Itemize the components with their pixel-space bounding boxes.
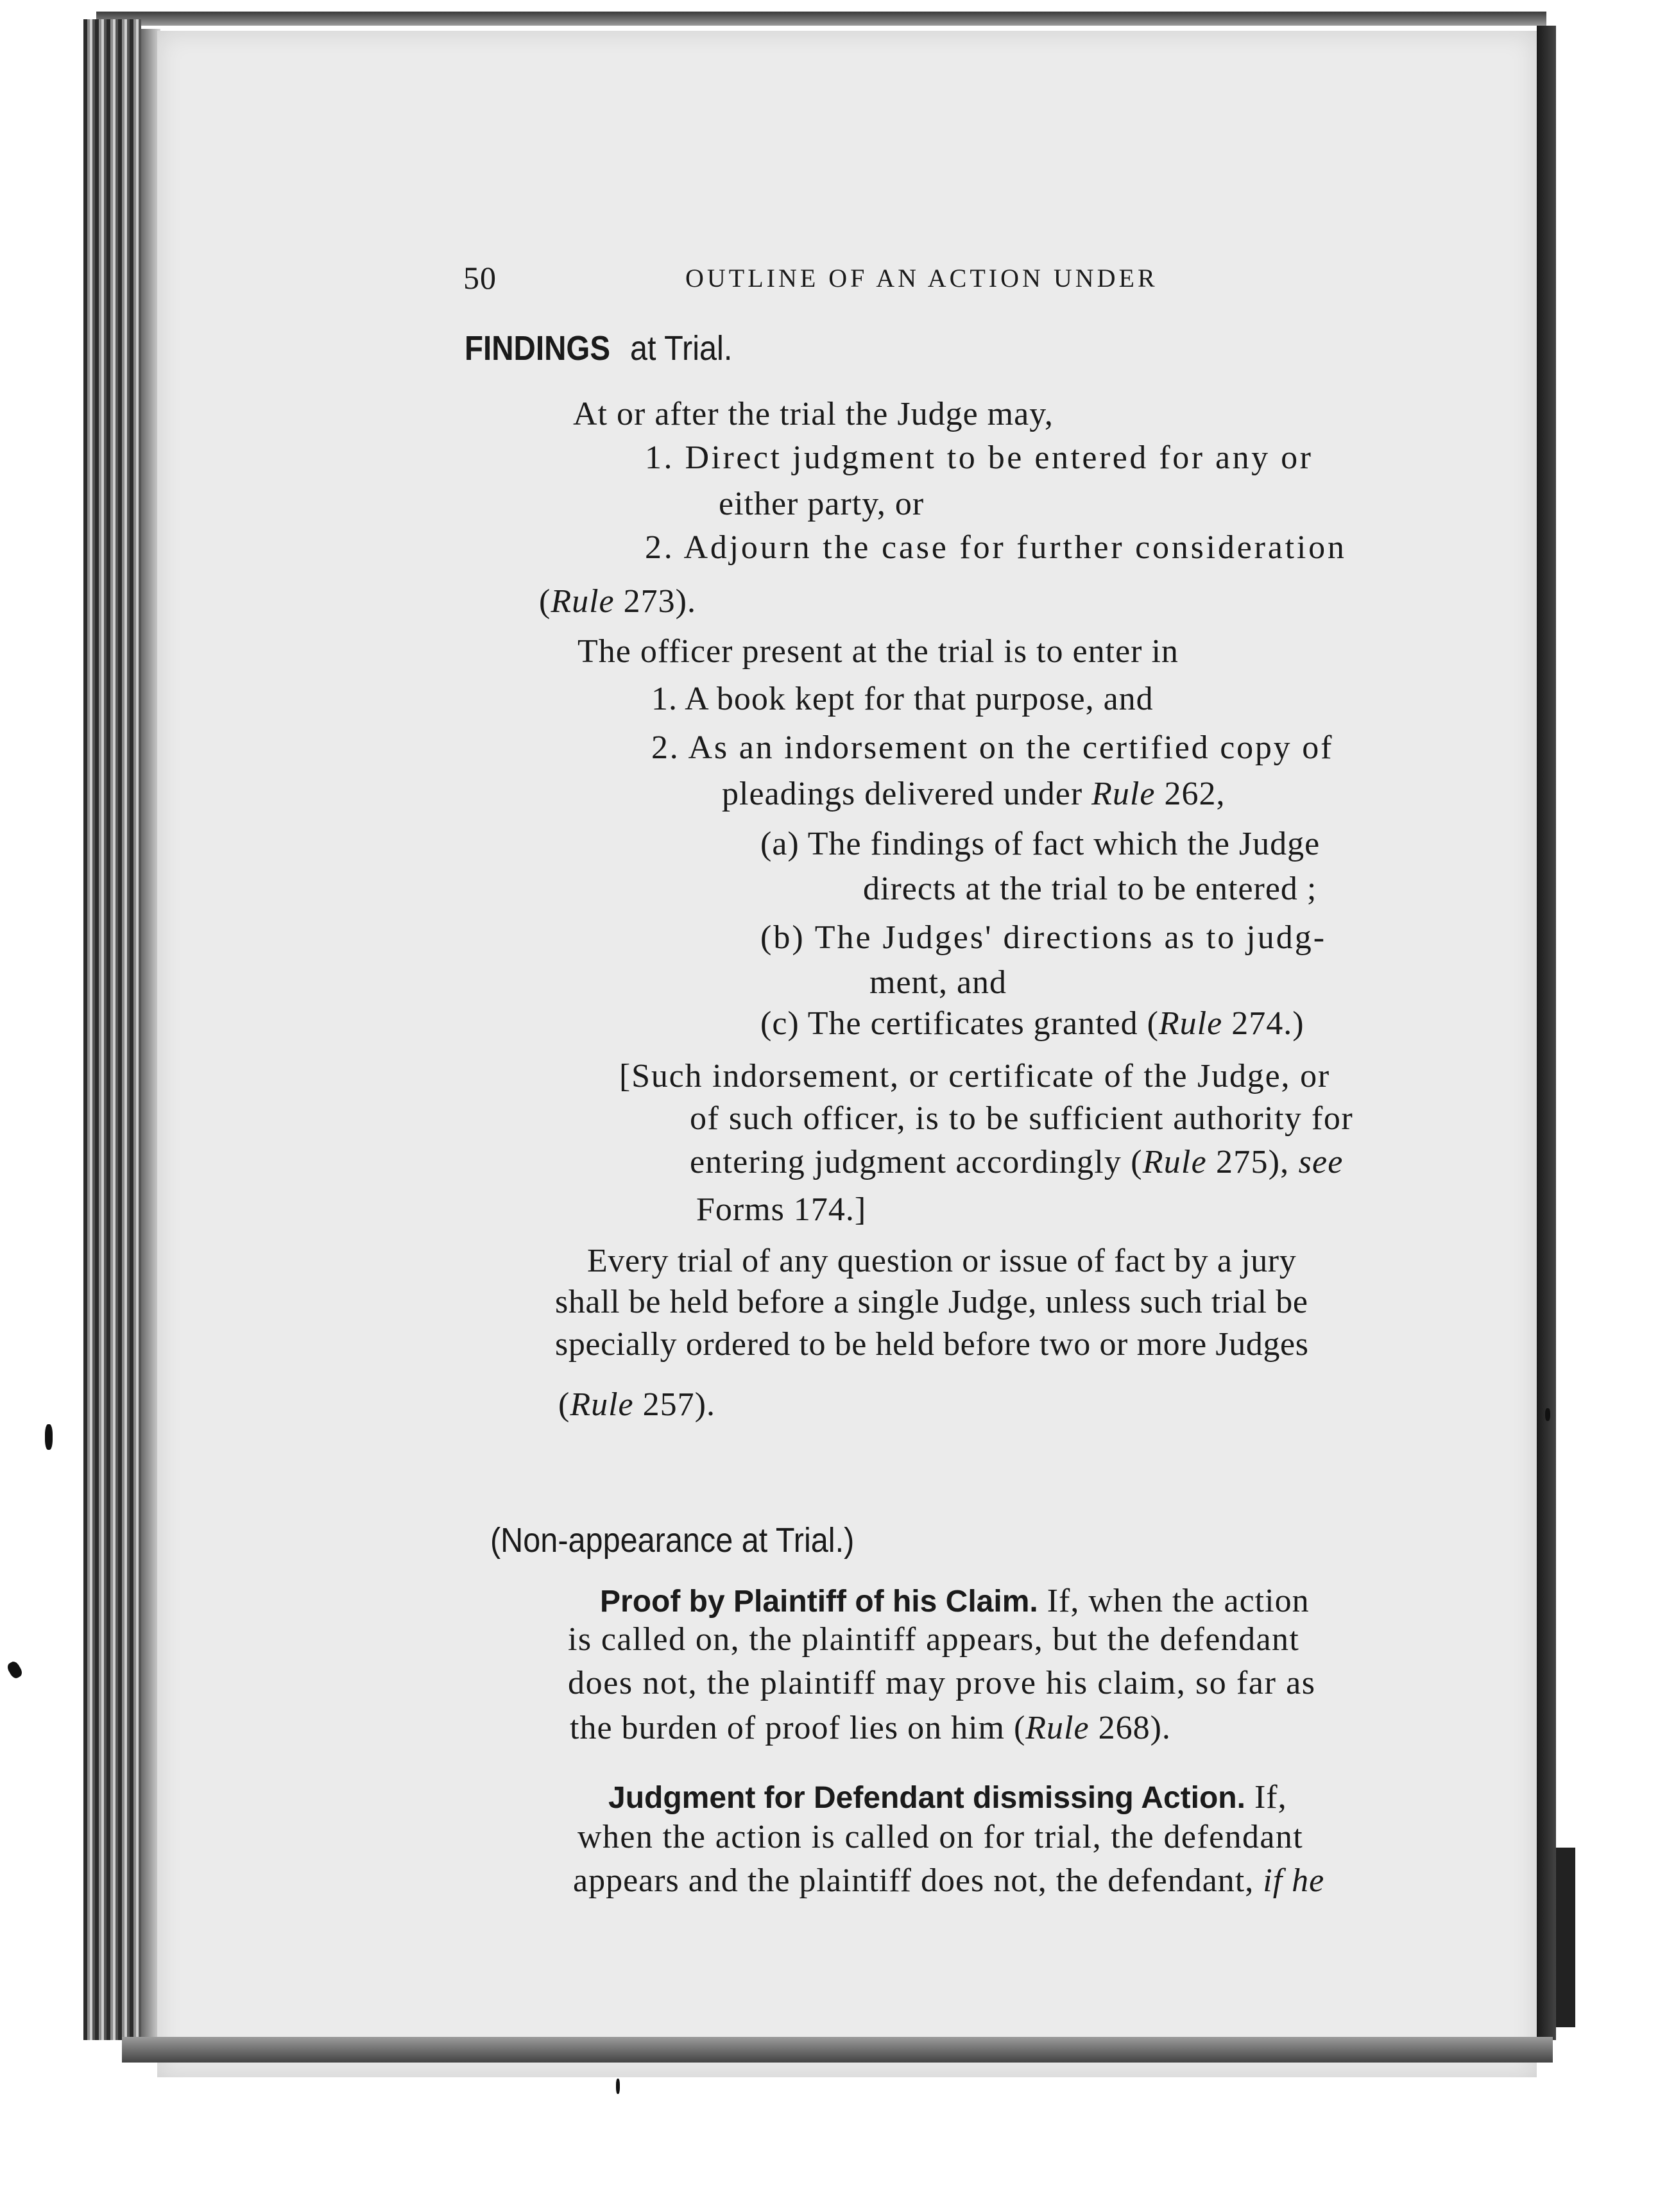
paragraph-line: is called on, the plaintiff appears, but the defendant bbox=[568, 1621, 1300, 1658]
rule-number: 262, bbox=[1155, 776, 1226, 812]
paragraph-line: specially ordered to be held before two or more Judges bbox=[555, 1326, 1309, 1363]
book-bottom-edge bbox=[122, 2037, 1553, 2063]
paragraph-line bbox=[573, 1864, 1324, 1898]
paragraph-line: when the action is called on for trial, the defendant bbox=[577, 1819, 1304, 1855]
paragraph-line: Every trial of any question or issue of fact by a jury bbox=[587, 1243, 1297, 1279]
heading-rest: at Trial. bbox=[630, 329, 733, 368]
list-item-line bbox=[539, 585, 696, 618]
list-item-line: either party, or bbox=[719, 486, 925, 522]
italic-run: if he bbox=[1263, 1862, 1325, 1899]
list-item-line: 2. As an indorsement on the certified copy of bbox=[651, 729, 1334, 766]
scan-speck bbox=[616, 2079, 620, 2094]
right-page-edge-lower bbox=[1556, 1848, 1575, 2027]
text-run: entering judgment accordingly ( bbox=[690, 1144, 1143, 1180]
paragraph-line bbox=[570, 1712, 1171, 1745]
rule-number: 257). bbox=[633, 1386, 715, 1423]
scan-speck bbox=[6, 1660, 24, 1680]
scan-margin bbox=[1575, 0, 1676, 2212]
section-heading-non-appearance: (Non-appearance at Trial.) bbox=[490, 1521, 855, 1560]
paragraph-line bbox=[608, 1781, 1287, 1814]
rule-number: 273). bbox=[614, 583, 696, 620]
rule-word: Rule bbox=[1142, 1144, 1207, 1180]
paren: ( bbox=[558, 1386, 570, 1423]
paragraph-line bbox=[558, 1388, 715, 1422]
scan-speck bbox=[45, 1424, 53, 1450]
text-run: the burden of proof lies on him ( bbox=[570, 1710, 1026, 1746]
note-line bbox=[690, 1146, 1344, 1179]
proof-heading: Proof by Plaintiff of his Claim. bbox=[600, 1585, 1038, 1619]
paren: ( bbox=[539, 583, 551, 620]
rule-number: 275), bbox=[1206, 1144, 1299, 1180]
judgment-heading: Judgment for Defendant dismissing Action. bbox=[608, 1781, 1245, 1815]
text-run: (c) The certificates granted ( bbox=[760, 1005, 1159, 1042]
text-run: appears and the plaintiff does not, the defendant, bbox=[573, 1862, 1263, 1899]
paragraph-line: The officer present at the trial is to enter in bbox=[577, 633, 1179, 670]
rule-number: 268). bbox=[1089, 1710, 1171, 1746]
list-item-line: 1. A book kept for that purpose, and bbox=[651, 681, 1154, 717]
paragraph-line: At or after the trial the Judge may, bbox=[573, 396, 1054, 432]
scan-speck bbox=[1545, 1408, 1550, 1421]
note-line: [Such indorsement, or certificate of the Judge, or bbox=[619, 1058, 1330, 1094]
paragraph-line bbox=[600, 1585, 1310, 1618]
book-top-edge bbox=[96, 12, 1546, 26]
rule-word: Rule bbox=[570, 1386, 634, 1423]
text-run: If, when the action bbox=[1038, 1583, 1310, 1619]
book-spine-pages bbox=[83, 19, 141, 2040]
list-item-line: 1. Direct judgment to be entered for any or bbox=[645, 439, 1313, 476]
page-paper bbox=[157, 31, 1537, 2077]
heading-bold-word: FINDINGS bbox=[465, 329, 611, 368]
sub-item-line: directs at the trial to be entered ; bbox=[863, 871, 1317, 907]
text-run: If, bbox=[1245, 1779, 1287, 1816]
sub-item-line: (b) The Judges' directions as to judg- bbox=[760, 919, 1327, 956]
see-word: see bbox=[1298, 1144, 1344, 1180]
paragraph-line: shall be held before a single Judge, unless such trial be bbox=[555, 1284, 1308, 1320]
sub-item-line bbox=[760, 1007, 1304, 1041]
sub-item-line: ment, and bbox=[869, 964, 1007, 1001]
note-line: Forms 174.] bbox=[696, 1191, 867, 1228]
list-item-line: 2. Adjourn the case for further consideration bbox=[645, 529, 1347, 566]
right-page-edge bbox=[1537, 26, 1556, 2040]
paragraph-line: does not, the plaintiff may prove his claim, so far as bbox=[568, 1665, 1316, 1701]
running-head: OUTLINE OF AN ACTION UNDER bbox=[685, 264, 1158, 293]
note-line: of such officer, is to be sufficient authority for bbox=[690, 1100, 1354, 1137]
sub-item-line: (a) The findings of fact which the Judge bbox=[760, 826, 1321, 862]
text-run: pleadings delivered under bbox=[722, 776, 1092, 812]
rule-word: Rule bbox=[1091, 776, 1156, 812]
page-number: 50 bbox=[463, 260, 497, 296]
rule-word: Rule bbox=[551, 583, 615, 620]
list-item-line bbox=[722, 778, 1225, 811]
rule-number: 274.) bbox=[1222, 1005, 1304, 1042]
section-heading-findings bbox=[465, 331, 744, 366]
rule-word: Rule bbox=[1025, 1710, 1090, 1746]
rule-word: Rule bbox=[1158, 1005, 1223, 1042]
